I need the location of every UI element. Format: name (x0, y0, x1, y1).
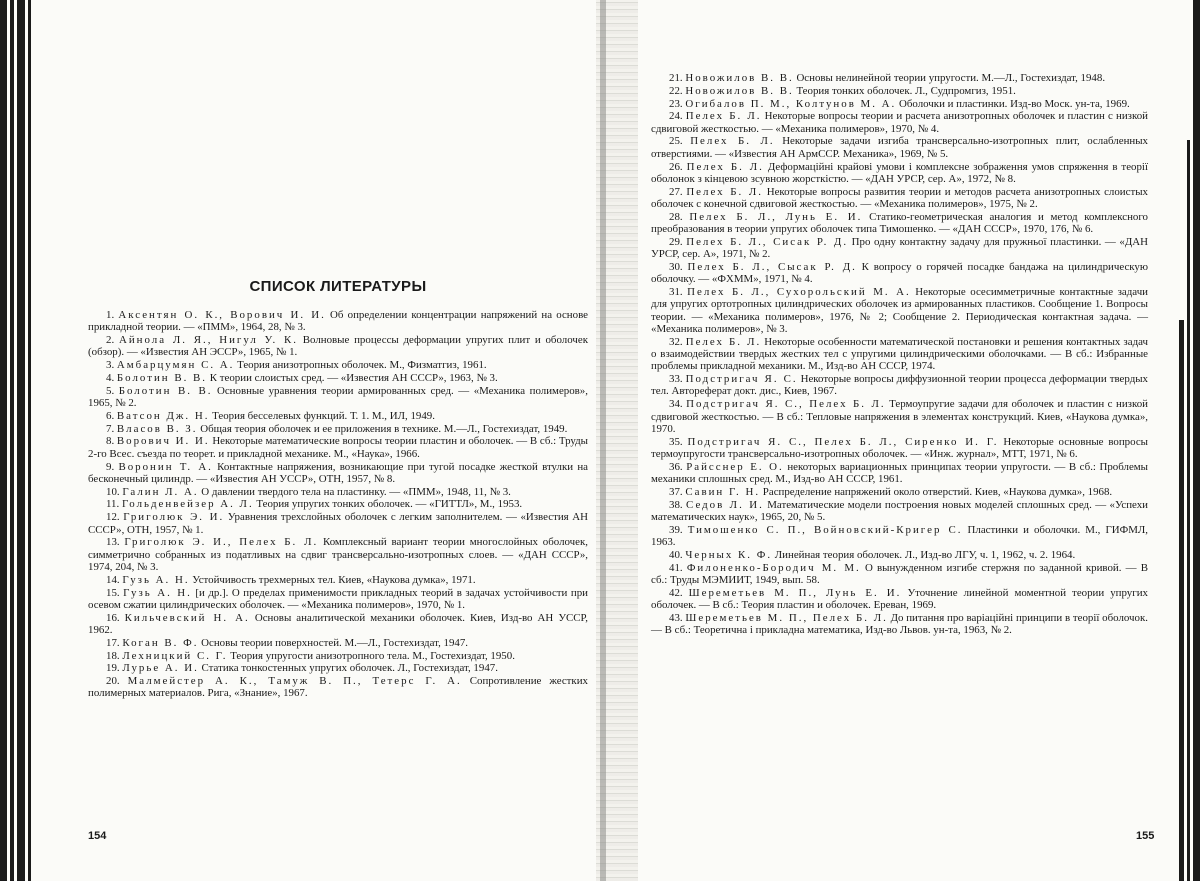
entry-authors: Амбарцумян С. А. (116, 359, 235, 372)
entry-number: 38. (669, 498, 683, 511)
entry-authors: Савин Г. Н. (685, 485, 761, 498)
entry-authors: Подстригач Я. С., Пелех Б. Л. (686, 398, 886, 411)
bibliography-entry (88, 511, 588, 536)
entry-authors: Ватсон Дж. Н. (116, 409, 210, 422)
bibliography-entry (88, 385, 588, 410)
bibliography-entry (88, 637, 588, 649)
entry-number: 37. (669, 485, 683, 498)
bibliography-entry (88, 359, 588, 371)
entry-number: 19. (106, 662, 120, 675)
entry-text: Некоторые вопросы развития теории и методов расчета анизотропных слоистых оболочек с конечной сдвиговой жесткостью. — «Механика полимеров», 1975, № 2. (651, 185, 1148, 210)
entry-number: 14. (106, 573, 120, 586)
entry-authors: Черных К. Ф. (685, 548, 773, 561)
entry-number: 1. (106, 309, 115, 321)
entry-text: некоторых вариационных принципах теории упругости. — В сб.: Проблемы механики сплошных сред. М., Изд-во АН СССР, 1961. (651, 460, 1148, 485)
bibliography-entry (88, 536, 588, 573)
entry-number: 22. (669, 84, 683, 97)
bibliography-entry (651, 211, 1148, 236)
entry-authors: Малмейстер А. К., Тамуж В. П., Тетерс Г. А. (127, 675, 462, 688)
entry-authors: Пелех Б. Л., Сухорольский М. А. (687, 286, 911, 299)
entry-authors: Огибалов П. М., Колтунов М. А. (685, 97, 897, 110)
bibliography-entry (651, 486, 1148, 498)
bibliography-entry (651, 524, 1148, 549)
right-page-number: 155 (1136, 830, 1155, 842)
bibliography-entry (651, 261, 1148, 286)
entry-authors: Ворович И. И. (116, 435, 210, 448)
entry-number: 16. (106, 611, 120, 624)
entry-text: Теория анизотропных оболочек. М., Физматгиз, 1961. (234, 359, 487, 372)
bibliography-entry (88, 675, 588, 700)
bibliography-entry (88, 587, 588, 612)
entry-authors: Воронин Т. А. (118, 460, 213, 473)
entry-number: 3. (106, 359, 115, 372)
entry-authors: Власов В. З. (116, 422, 198, 435)
entry-number: 41. (669, 561, 683, 574)
left-binding-edge (0, 0, 36, 881)
bibliography-entry (651, 587, 1148, 612)
gutter-shadow (600, 0, 606, 881)
entry-text: Основные уравнения теории армированных сред. — «Механика полимеров», 1965, № 2. (88, 384, 588, 410)
entry-text: Пластинки и оболочки. М., ГИФМЛ, 1963. (651, 523, 1149, 548)
entry-text: Некоторые основные вопросы термоупругости трансверсально-изотропных оболочек. — «Инж. журнал», МТТ, 1971, № 6. (651, 435, 1148, 460)
entry-authors: Пелех Б. Л. (686, 160, 764, 173)
entry-authors: Гузь А. Н. (122, 573, 190, 586)
entry-authors: Гузь А. Н. (123, 586, 192, 599)
entry-authors: Пелех Б. Л., Сысак Р. Д. (687, 260, 857, 273)
entry-number: 20. (106, 675, 120, 688)
entry-authors: Лурье А. И. (122, 662, 199, 675)
entry-authors: Галин Л. А. (122, 485, 199, 498)
entry-authors: Айнола Л. Я., Нигул У. К. (118, 334, 298, 347)
entry-text: Контактные напряжения, возникающие при тугой посадке жесткой втулки на бесконечный цилиндр. — «Известия АН УССР», ОТН, 1957, № 8. (88, 460, 588, 485)
entry-number: 11. (106, 498, 120, 511)
entry-text: Уравнения трехслойных оболочек с легким заполнителем. — «Известия АН СССР», ОТН, 1957, № 1. (88, 511, 588, 536)
right-page (600, 0, 1200, 881)
entry-number: 29. (669, 235, 683, 248)
entry-number: 7. (106, 422, 115, 435)
right-bibliography-column (651, 72, 1148, 637)
bibliography-entry (651, 286, 1148, 335)
entry-text: Статико-геометрическая аналогия и метод комплексного преобразования в теории упругих оболочек типа Тимошенко. — «ДАН СССР», 1970, 176, № 6. (651, 210, 1148, 236)
bibliography-entry (88, 372, 588, 384)
bibliography-entry (88, 574, 588, 586)
entry-authors: Райсснер Е. О. (686, 460, 784, 473)
bibliography-entry (651, 549, 1148, 561)
bibliography-entry (651, 612, 1148, 637)
entry-number: 23. (669, 97, 683, 110)
entry-text: Теория упругости анизотропного тела. М., Гостехиздат, 1950. (227, 649, 515, 662)
bibliography-entry (651, 186, 1148, 211)
entry-text: Об определении концентрации напряжений на основе прикладной теории. — «ПММ», 1964, 28, № 3. (88, 309, 588, 334)
entry-text: Некоторые осесимметричные контактные задачи для упругих ортотропных цилиндрических оболочек из армированных пластиков. Сообщение 1. Вопросы теории. — «Механика полимеров», 1976, № 2; Сообщение 2. Периодическая контактная задача. — «Механика полимеров», № 3. (651, 286, 1148, 335)
bibliography-entry (651, 161, 1148, 186)
left-page-number: 154 (88, 830, 107, 842)
entry-number: 25. (669, 135, 683, 148)
entry-text: Сопротивление жестких полимерных материалов. Рига, «Знание», 1967. (88, 675, 588, 700)
entry-number: 43. (669, 611, 683, 624)
entry-text: О вынужденном изгибе стержня по заданной кривой. — В сб.: Труды МЭМИИТ, 1949, вып. 58. (651, 561, 1149, 586)
entry-text: Распределение напряжений около отверстий. Киев, «Наукова думка», 1968. (760, 485, 1113, 498)
entry-authors: Пелех Б. Л. (685, 335, 762, 348)
entry-text: Уточнение линейной моментной теории упругих оболочек. — В сб.: Теория пластин и оболочек. Ереван, 1969. (651, 586, 1148, 611)
entry-number: 2. (106, 334, 115, 347)
entry-authors: Пелех Б. Л. (686, 185, 764, 198)
entry-text: Некоторые особенности математической постановки и решения контактных задач о взаимодействии твердых жестких тел с упругими цилиндрическими оболочками. — В сб.: Избранные проблемы прикладной механики. М., Изд-во АН СССР, 1974. (651, 335, 1148, 373)
entry-text: К вопросу о горячей посадке бандажа на цилиндрическую оболочку. — «ФХММ», 1971, № 4. (651, 260, 1148, 286)
bibliography-entry (651, 85, 1148, 97)
entry-text: Про одну контактну задачу для пружньої пластинки. — «ДАН УРСР, сер. А», 1971, № 2. (651, 235, 1148, 261)
entry-number: 17. (106, 636, 120, 649)
entry-text: Теория тонких оболочек. Л., Судпромгиз, 1951. (793, 84, 1016, 97)
entry-authors: Григолюк Э. И., Пелех Б. Л. (124, 536, 319, 549)
entry-number: 39. (669, 523, 683, 536)
entry-number: 28. (669, 210, 683, 223)
entry-text: До питання про варіаційні принципи в теорії оболочок. — В сб.: Теоретична і прикладна математика, Изд-во Львов. ун-та, 1963, № 2. (651, 611, 1148, 637)
bibliography-entry (651, 562, 1148, 587)
entry-number: 34. (669, 398, 683, 411)
bibliography-entry (651, 135, 1148, 160)
bibliography-entry (651, 72, 1148, 84)
entry-number: 8. (106, 435, 115, 448)
entry-text: [и др.]. О пределах применимости прикладных теорий в задачах устойчивости при осевом сжатии цилиндрических оболочек. — «Механика полимеров», 1970, № 1. (88, 586, 588, 611)
entry-authors: Седов Л. И. (686, 498, 764, 511)
entry-number: 5. (106, 384, 115, 397)
entry-authors: Новожилов В. В. (685, 72, 794, 84)
bibliography-entry (651, 236, 1148, 261)
entry-text: Некоторые вопросы теории и расчета анизотропных оболочек и пластин с низкой сдвиговой жесткостью. — «Механика полимеров», 1970, № 4. (651, 110, 1148, 135)
entry-authors: Пелех Б. Л., Лунь Е. И. (689, 210, 863, 223)
entry-authors: Филоненко-Бородич М. М. (686, 561, 861, 574)
entry-number: 13. (106, 536, 120, 549)
left-bibliography-column (88, 309, 588, 700)
entry-number: 42. (669, 586, 683, 599)
bibliography-entry (651, 461, 1148, 486)
entry-number: 32. (669, 335, 683, 348)
bibliography-heading: СПИСОК ЛИТЕРАТУРЫ (249, 278, 427, 295)
entry-text: Теория упругих тонких оболочек. — «ГИТТЛ», М., 1953. (253, 498, 523, 511)
bibliography-entry (651, 373, 1148, 398)
entry-authors: Аксентян О. К., Ворович И. И. (118, 309, 326, 321)
entry-number: 4. (106, 371, 115, 384)
entry-text: О давлении твердого тела на пластинку. — «ПММ», 1948, 11, № 3. (198, 485, 511, 498)
entry-number: 15. (106, 586, 120, 599)
entry-text: К теории слоистых сред. — «Известия АН СССР», 1963, № 3. (207, 371, 498, 384)
entry-authors: Пелех Б. Л. (685, 110, 762, 123)
entry-authors: Новожилов В. В. (685, 84, 794, 97)
entry-authors: Гольденвейзер А. Л. (121, 498, 254, 511)
entry-number: 10. (106, 485, 120, 498)
entry-text: Оболочки и пластинки. Изд-во Моск. ун-та, 1969. (896, 97, 1130, 110)
entry-number: 24. (669, 110, 683, 123)
entry-text: Некоторые задачи изгиба трансверсально-изотропных плит, ослабленных отверстиями. — «Известия АН АрмССР. Механика», 1969, № 5. (651, 135, 1148, 160)
bibliography-entry (88, 423, 588, 435)
entry-text: Линейная теория оболочек. Л., Изд-во ЛГУ, ч. 1, 1962, ч. 2. 1964. (772, 548, 1076, 561)
entry-authors: Кильчевский Н. А. (124, 611, 250, 624)
entry-authors: Подстригач Я. С. (685, 373, 798, 386)
bibliography-entry (88, 309, 588, 334)
entry-text: Деформаційні крайові умови і комплексне зображення умов спряження в теорії оболонок з кінцевою зсувною жорсткістю. — «ДАН УРСР, сер. А», 1972, № 8. (651, 160, 1148, 185)
bibliography-entry (88, 650, 588, 662)
entry-number: 36. (669, 460, 683, 473)
entry-authors: Тимошенко С. П., Войновский-Кригер С. (687, 523, 963, 536)
entry-authors: Пелех Б. Л. (690, 135, 775, 148)
entry-text: Некоторые математические вопросы теории пластин и оболочек. — В сб.: Труды 2-го Всес. съезда по теорет. и прикладной механике. М., «Наука», 1966. (88, 435, 588, 460)
entry-authors: Пелех Б. Л., Сисак Р. Д. (686, 235, 849, 248)
entry-text: Основы теории поверхностей. М.—Л., Гостехиздат, 1947. (198, 636, 469, 649)
bibliography-entry (651, 436, 1148, 461)
entry-text: Основы аналитической механики оболочек. Киев, Изд-во АН УССР, 1962. (88, 611, 588, 636)
entry-number: 18. (106, 649, 120, 662)
entry-number: 31. (669, 286, 683, 299)
entry-authors: Подстригач Я. С., Пелех Б. Л., Сиренко И. Г. (687, 435, 999, 448)
entry-authors: Болотин В. В. (118, 384, 213, 397)
entry-number: 9. (106, 460, 115, 473)
entry-text: Общая теория оболочек и ее приложения в технике. М.—Л., Гостехиздат, 1949. (197, 422, 568, 435)
bibliography-entry (88, 435, 588, 460)
entry-authors: Болотин В. В. (116, 371, 208, 384)
entry-text: Волновые процессы деформации упругих плит и оболочек (обзор). — «Известия АН ЭССР», 1965, № 1. (88, 334, 588, 359)
entry-number: 21. (669, 72, 683, 84)
entry-authors: Григолюк Э. И. (123, 511, 225, 524)
entry-number: 33. (669, 373, 683, 386)
entry-authors: Коган В. Ф. (122, 636, 199, 649)
bibliography-entry (651, 499, 1148, 524)
entry-authors: Шереметьев М. П., Лунь Е. И. (688, 586, 902, 599)
entry-number: 12. (106, 511, 120, 524)
bibliography-entry (88, 410, 588, 422)
bibliography-entry (88, 334, 588, 359)
entry-text: Теория бесселевых функций. Т. 1. М., ИЛ, 1949. (209, 409, 435, 422)
bibliography-entry (651, 98, 1148, 110)
right-binding-edge (1170, 0, 1200, 881)
bibliography-entry (651, 110, 1148, 135)
bibliography-entry (88, 498, 588, 510)
bibliography-entry (651, 336, 1148, 373)
bibliography-entry (88, 612, 588, 637)
entry-number: 26. (669, 160, 683, 173)
entry-text: Термоупругие задачи для оболочек и пластин с низкой сдвиговой жесткостью. — В сб.: Тепловые напряжения в элементах конструкций. Киев, «Наукова думка», 1970. (651, 398, 1148, 435)
entry-number: 6. (106, 409, 115, 422)
entry-text: Комплексный вариант теории многослойных оболочек, симметрично собранных из податливых на сдвиг трансверсально-изотропных слоев. — «ДАН СССР», 1974, 204, № 3. (88, 536, 588, 573)
entry-text: Устойчивость трехмерных тел. Киев, «Наукова думка», 1971. (189, 573, 476, 586)
entry-text: Математические модели построения новых моделей сплошных сред. — «Успехи математических наук», 1965, 20, № 5. (651, 498, 1148, 523)
entry-number: 35. (669, 435, 683, 448)
bibliography-entry (88, 486, 588, 498)
entry-number: 30. (669, 260, 683, 273)
bibliography-entry (651, 398, 1148, 435)
entry-number: 27. (669, 185, 683, 198)
bibliography-entry (88, 662, 588, 674)
entry-text: Основы нелинейной теории упругости. М.—Л., Гостехиздат, 1948. (793, 72, 1106, 84)
entry-text: Статика тонкостенных упругих оболочек. Л., Гостехиздат, 1947. (198, 662, 498, 675)
entry-number: 40. (669, 548, 683, 561)
entry-authors: Лехницкий С. Г. (122, 649, 228, 662)
entry-text: Некоторые вопросы диффузионной теории процесса деформации твердых тел. Автореферат докт. дис., Киев, 1967. (651, 373, 1148, 398)
entry-authors: Шереметьев М. П., Пелех Б. Л. (685, 611, 888, 624)
bibliography-entry (88, 461, 588, 486)
